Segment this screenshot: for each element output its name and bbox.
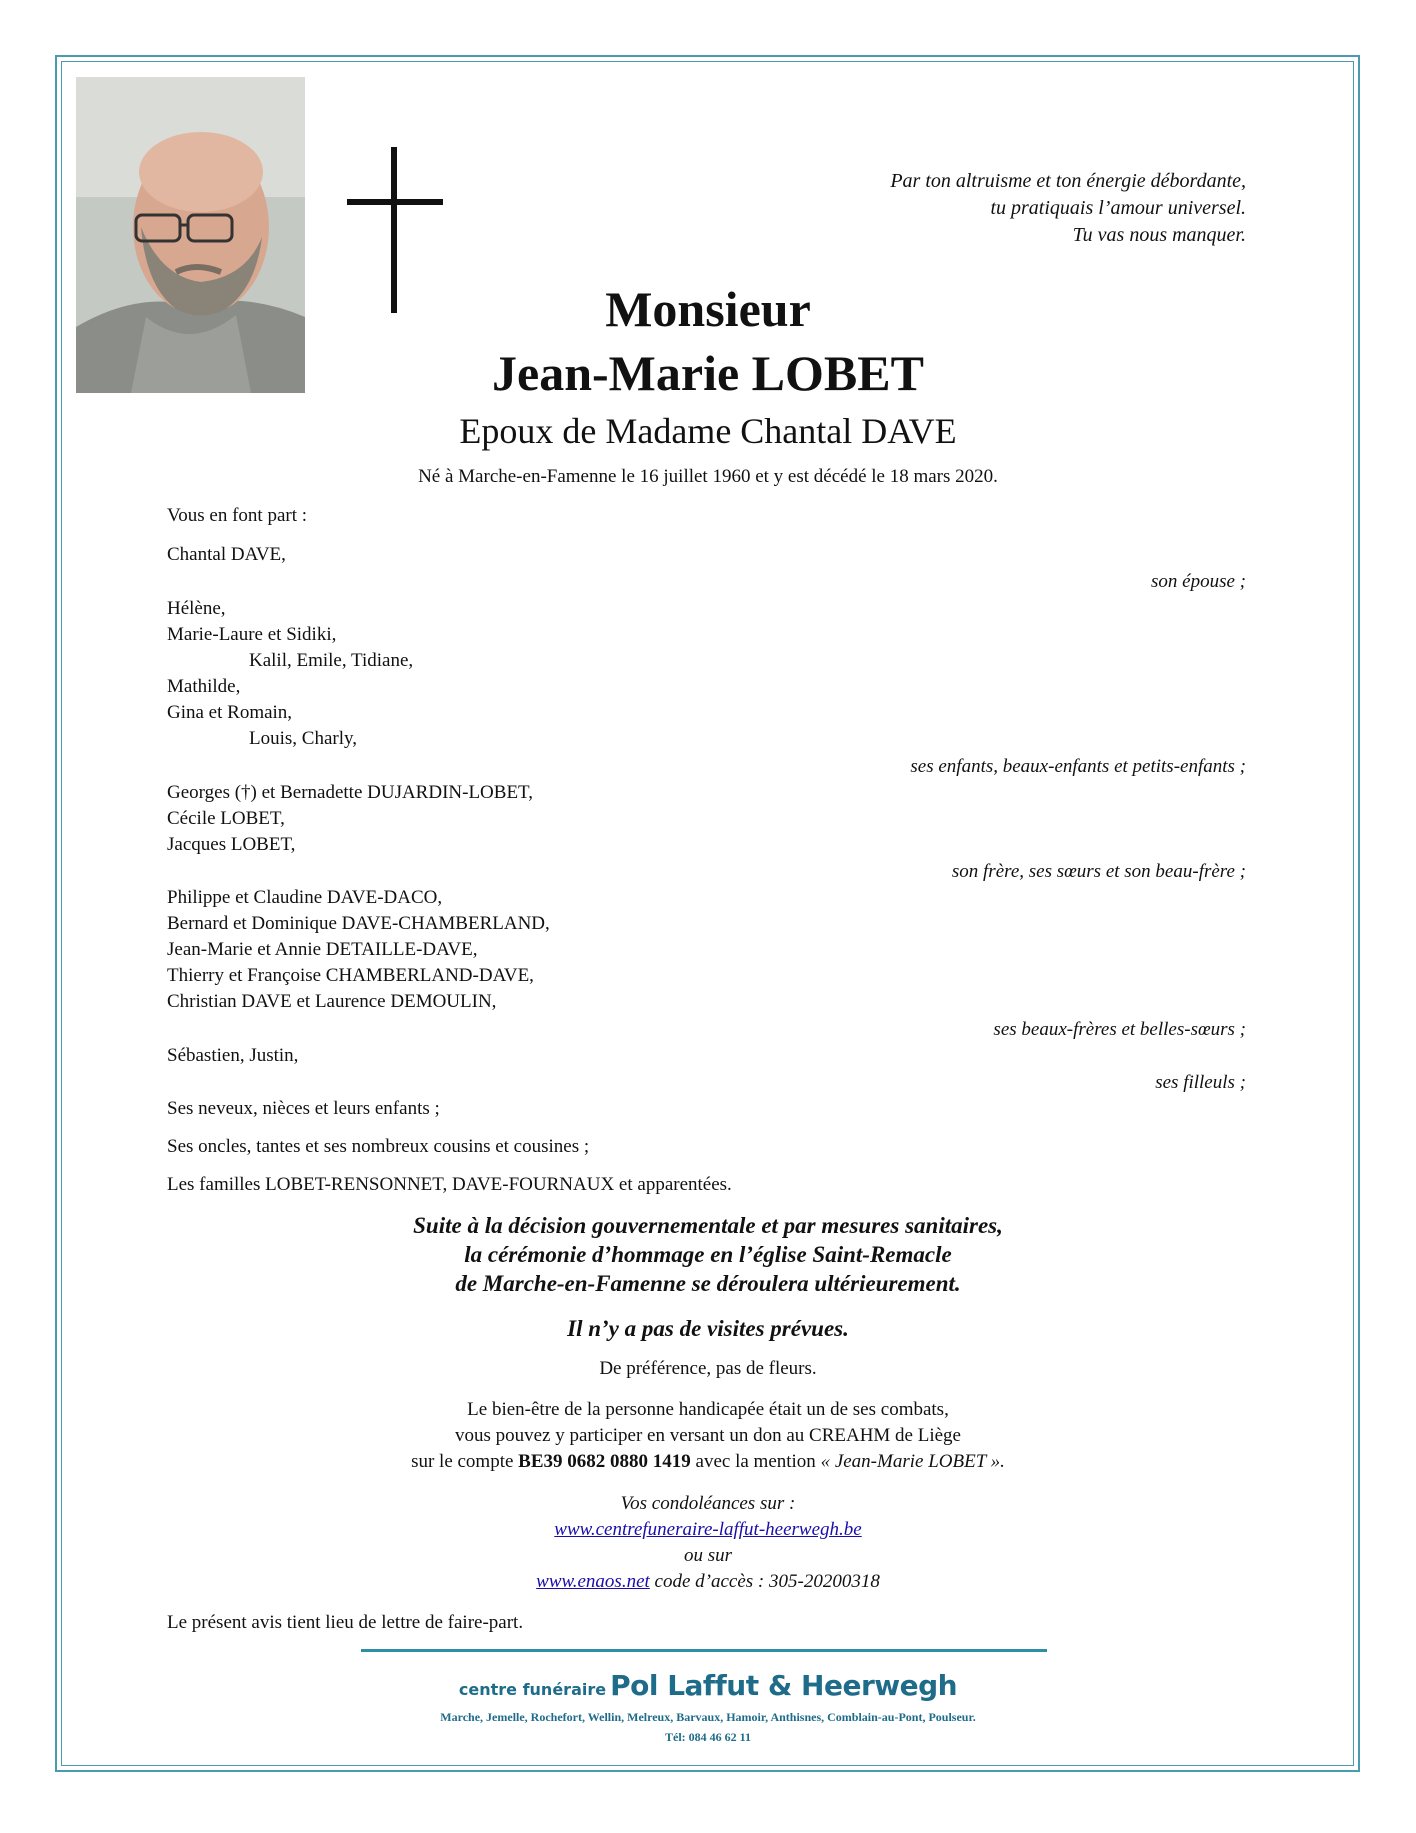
donation-account-line — [0, 1449, 1416, 1475]
family-line: Bernard et Dominique DAVE-CHAMBERLAND, — [167, 913, 550, 934]
birth-death-line: Né à Marche-en-Famenne le 16 juillet 1960 et y est décédé le 18 mars 2020. — [418, 466, 998, 487]
family-role: ses filleuls ; — [1155, 1072, 1246, 1093]
spouse-line: Epoux de Madame Chantal DAVE — [459, 411, 957, 451]
motto-line: Par ton altruisme et ton énergie débordante, — [890, 170, 1246, 192]
family-line: Sébastien, Justin, — [167, 1045, 299, 1066]
family-role: son épouse ; — [1151, 571, 1246, 592]
condolences-url1-line — [0, 1517, 1416, 1543]
intro-text: Vous en font part : — [167, 505, 308, 526]
family-role: son frère, ses sœurs et son beau-frère ; — [951, 861, 1246, 882]
family-line: Louis, Charly, — [249, 728, 358, 749]
family-line: Les familles LOBET-RENSONNET, DAVE-FOURNAUX et apparentées. — [167, 1174, 732, 1195]
footer-divider — [361, 1649, 1047, 1652]
family-line: Jacques LOBET, — [167, 834, 296, 855]
ceremony-line: la cérémonie d’hommage en l’église Saint-Remacle — [464, 1242, 952, 1267]
family-line: Jean-Marie et Annie DETAILLE-DAVE, — [167, 939, 478, 960]
condolences-label: Vos condoléances sur : — [620, 1493, 796, 1514]
family-line: Georges (†) et Bernadette DUJARDIN-LOBET, — [167, 782, 534, 803]
ceremony-line: Suite à la décision gouvernementale et par mesures sanitaires, — [413, 1213, 1003, 1238]
motto — [890, 168, 1246, 249]
family-line: Marie-Laure et Sidiki, — [167, 624, 337, 645]
family-line: Ses oncles, tantes et ses nombreux cousins et cousines ; — [167, 1136, 590, 1157]
condolences-link-laffut[interactable]: www.centrefuneraire-laffut-heerwegh.be — [554, 1519, 862, 1540]
honorific: Monsieur — [605, 281, 811, 337]
family-line: Hélène, — [167, 598, 226, 619]
condolences-or: ou sur — [683, 1545, 733, 1566]
donation-text: avec la mention — [690, 1451, 821, 1472]
logo-brand: Pol Laffut & Heerwegh — [610, 1669, 958, 1702]
motto-line: Tu vas nous manquer. — [1072, 224, 1246, 246]
donation-text: sur le compte — [411, 1451, 519, 1472]
family-line: Philippe et Claudine DAVE-DACO, — [167, 887, 443, 908]
family-role: ses beaux-frères et belles-sœurs ; — [993, 1019, 1246, 1040]
family-line: Gina et Romain, — [167, 702, 293, 723]
notice-text: Le présent avis tient lieu de lettre de faire-part. — [167, 1612, 524, 1633]
condolences-url2-line — [0, 1569, 1416, 1595]
donation-mention: « Jean-Marie LOBET ». — [820, 1451, 1005, 1472]
deceased-name: Jean-Marie LOBET — [492, 345, 924, 401]
family-line: Christian DAVE et Laurence DEMOULIN, — [167, 991, 497, 1012]
funeral-home-logo — [0, 1669, 1416, 1702]
donation-line: vous pouvez y participer en versant un don au CREAHM de Liège — [454, 1425, 961, 1446]
family-line: Chantal DAVE, — [167, 544, 286, 565]
family-role: ses enfants, beaux-enfants et petits-enfants ; — [910, 756, 1246, 777]
ceremony-line: de Marche-en-Famenne se déroulera ultérieurement. — [455, 1271, 961, 1296]
family-line: Cécile LOBET, — [167, 808, 285, 829]
family-line: Thierry et Françoise CHAMBERLAND-DAVE, — [167, 965, 534, 986]
family-line: Kalil, Emile, Tidiane, — [249, 650, 414, 671]
family-line: Mathilde, — [167, 676, 241, 697]
no-visits-notice: Il n’y a pas de visites prévues. — [567, 1316, 849, 1341]
access-code: code d’accès : 305-20200318 — [649, 1571, 880, 1592]
family-line: Ses neveux, nièces et leurs enfants ; — [167, 1098, 440, 1119]
footer-towns: Marche, Jemelle, Rochefort, Wellin, Melreux, Barvaux, Hamoir, Anthisnes, Comblain-au-Pont, Poulseur. — [440, 1710, 976, 1724]
donation-line: Le bien-être de la personne handicapée était un de ses combats, — [467, 1399, 949, 1420]
footer-phone: Tél: 084 46 62 11 — [665, 1730, 751, 1744]
motto-line: tu pratiquais l’amour universel. — [990, 197, 1246, 219]
condolences-link-enaos[interactable]: www.enaos.net — [536, 1571, 650, 1592]
no-flowers-notice: De préférence, pas de fleurs. — [599, 1358, 817, 1379]
logo-prefix: centre funéraire — [458, 1680, 607, 1699]
bank-account: BE39 0682 0880 1419 — [518, 1451, 691, 1472]
